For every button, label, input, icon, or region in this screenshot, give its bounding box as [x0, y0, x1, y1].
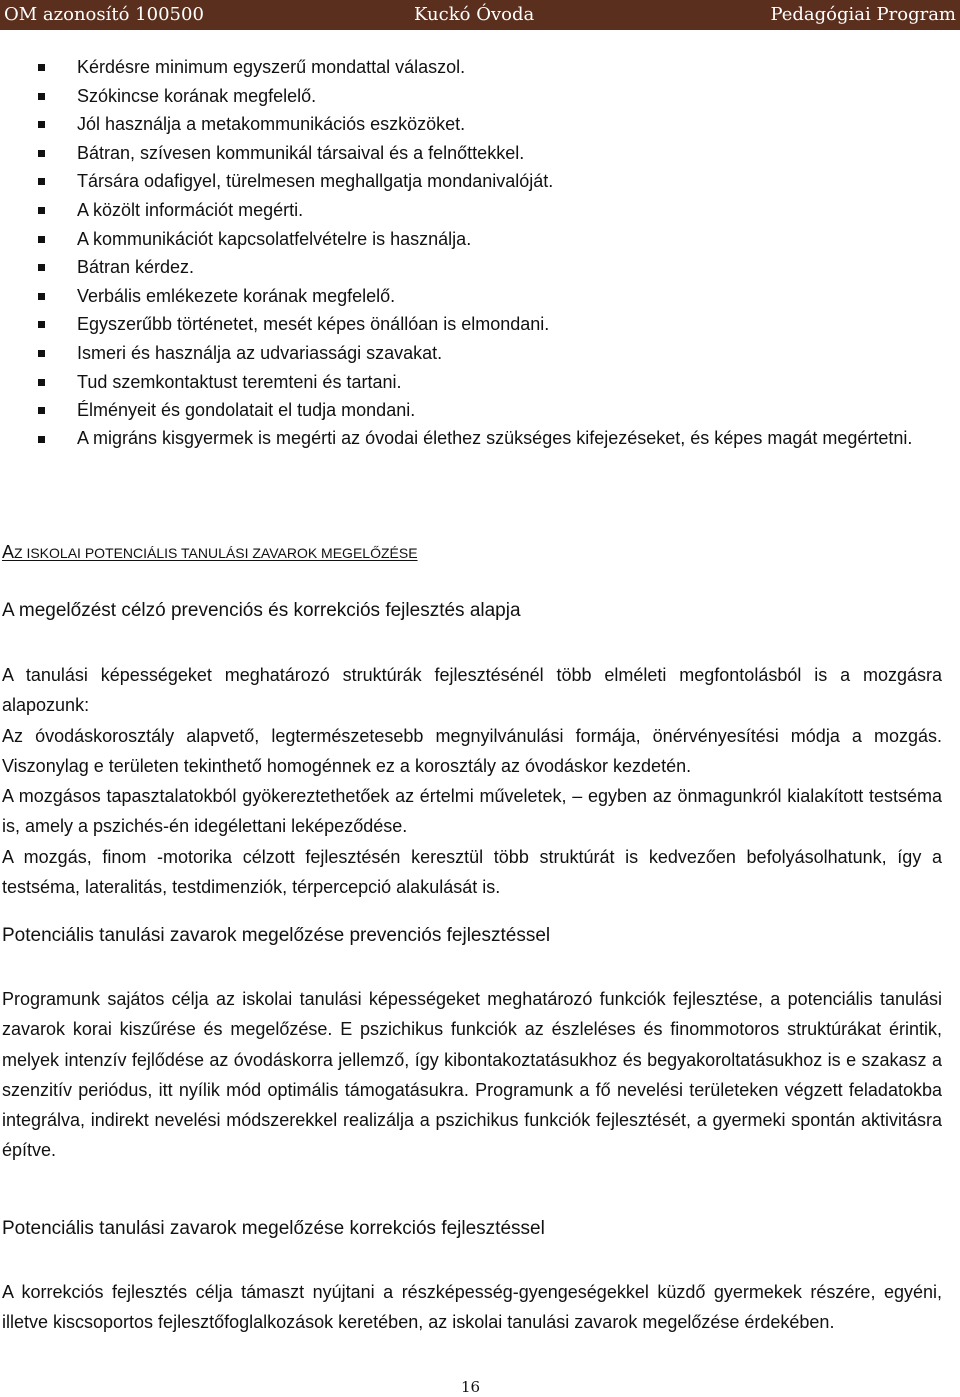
square-bullet-icon — [38, 64, 45, 71]
paragraph: A mozgás, finom -motorika célzott fejlesztésén keresztül több struktúrát is kedvezően befolyásolhatunk, így a testséma, lateralitás, testdimenziók, térpercepció alakulását is. — [2, 846, 942, 898]
square-bullet-icon — [38, 264, 45, 271]
square-bullet-icon — [38, 207, 45, 214]
square-bullet-icon — [38, 293, 45, 300]
list-item — [0, 196, 960, 225]
list-item-text: Élményeit és gondolatait el tudja mondani. — [77, 400, 416, 421]
subheading-prevention-basis: A megelőzést célzó prevenciós és korrekciós fejlesztés alapja — [2, 600, 521, 621]
square-bullet-icon — [38, 321, 45, 328]
list-item — [0, 310, 960, 339]
list-item-text: Bátran, szívesen kommunikál társaival és a felnőttekkel. — [77, 142, 525, 163]
list-item — [0, 110, 960, 139]
list-item-text: Ismeri és használja az udvariassági szavakat. — [77, 342, 443, 363]
list-item-text: A közölt információt megérti. — [77, 199, 304, 220]
section-heading-rest: Z ISKOLAI POTENCIÁLIS TANULÁSI ZAVAROK MEGELŐZÉSE — [14, 545, 418, 561]
square-bullet-icon — [38, 379, 45, 386]
list-item — [0, 368, 960, 397]
paragraph-prevention — [2, 984, 942, 1166]
list-item — [0, 225, 960, 254]
paragraph: A korrekciós fejlesztés célja támaszt nyújtani a részképesség-gyengeségekkel küzdő gyermekek részére, egyéni, illetve kiscsoportos fejlesztőfoglalkozások keretében, az iskolai tanulási zavarok megelőzése érdekében. — [2, 1282, 942, 1333]
paragraph: Programunk sajátos célja az iskolai tanulási képességeket meghatározó funkciók fejlesztése, a potenciális tanulási zavarok korai kiszűrése és megelőzése. E pszichikus funkciók az észleléses és finommotoros struktúrákat érintik, melyek intenzív fejlődése az óvodáskorra jellemző, így kibontakoztatásukhoz és begyakoroltatásukhoz is e szakasz a szenzitív periódus, itt nyílik mód optimális támogatásukra. Programunk a fő nevelési területeken végzett feladatokba integrálva, indirekt nevelési módszerekkel realizálja a pszichikus funkciók fejlesztését, a gyermeki spontán aktivitásra építve. — [2, 989, 942, 1161]
square-bullet-icon — [38, 93, 45, 100]
list-item — [0, 253, 960, 282]
list-item-text: Verbális emlékezete korának megfelelő. — [77, 285, 396, 306]
list-item — [0, 139, 960, 168]
list-item-text: A migráns kisgyermek is megérti az óvodai élethez szükséges kifejezéseket, és képes magát megértetni. — [77, 427, 913, 448]
section-heading — [2, 542, 418, 563]
list-item — [0, 282, 960, 311]
list-item-text: Társára odafigyel, türelmesen meghallgatja mondanivalóját. — [77, 171, 554, 192]
square-bullet-icon — [38, 178, 45, 185]
paragraph: Az óvodáskorosztály alapvető, legtermészetesebb megnyilvánulási formája, önérvényesítési módja a mozgás. Viszonylag e területen tekinthető homogénnek ez a korosztály az óvodáskor kezdetén. — [2, 725, 942, 776]
subheading-prevention: Potenciális tanulási zavarok megelőzése prevenciós fejlesztéssel — [2, 925, 551, 946]
list-item — [0, 167, 960, 196]
list-item-text: Szókincse korának megfelelő. — [77, 85, 317, 106]
list-item-text: Egyszerűbb történetet, mesét képes önállóan is elmondani. — [77, 314, 550, 335]
list-item-text: A kommunikációt kapcsolatfelvételre is használja. — [77, 228, 472, 249]
list-item-text: Bátran kérdez. — [77, 257, 195, 278]
square-bullet-icon — [38, 407, 45, 414]
header-document-title: Pedagógiai Program — [770, 4, 956, 25]
page-number: 16 — [461, 1378, 481, 1396]
square-bullet-icon — [38, 436, 45, 443]
list-item-text: Kérdésre minimum egyszerű mondattal válaszol. — [77, 57, 466, 77]
paragraph: A tanulási képességeket meghatározó struktúrák fejlesztésénél több elméleti megfontolásból is a mozgásra alapozunk: — [2, 665, 942, 716]
subheading-correction: Potenciális tanulási zavarok megelőzése korrekciós fejlesztéssel — [2, 1218, 545, 1239]
list-item — [0, 53, 960, 82]
list-item — [0, 396, 960, 425]
paragraph: A mozgásos tapasztalatokból gyökereztethetőek az értelmi műveletek, – egyben az önmagunkról kialakított testséma is, amely a pszichés-én idegélettani leképeződése. — [2, 786, 942, 837]
list-item — [0, 425, 960, 452]
list-item — [0, 339, 960, 368]
outcome-bullet-list — [0, 53, 960, 452]
square-bullet-icon — [38, 236, 45, 243]
list-item — [0, 82, 960, 111]
square-bullet-icon — [38, 350, 45, 357]
square-bullet-icon — [38, 121, 45, 128]
paragraph-group-movement — [2, 660, 942, 902]
header-om-id: OM azonosító 100500 — [4, 4, 204, 25]
page-header — [0, 0, 960, 30]
paragraph-correction — [2, 1277, 942, 1338]
square-bullet-icon — [38, 150, 45, 157]
list-item-text: Tud szemkontaktust teremteni és tartani. — [77, 371, 402, 392]
section-heading-initial: A — [2, 542, 15, 562]
header-institution: Kuckó Óvoda — [414, 4, 535, 25]
list-item-text: Jól használja a metakommunikációs eszközöket. — [77, 114, 466, 135]
